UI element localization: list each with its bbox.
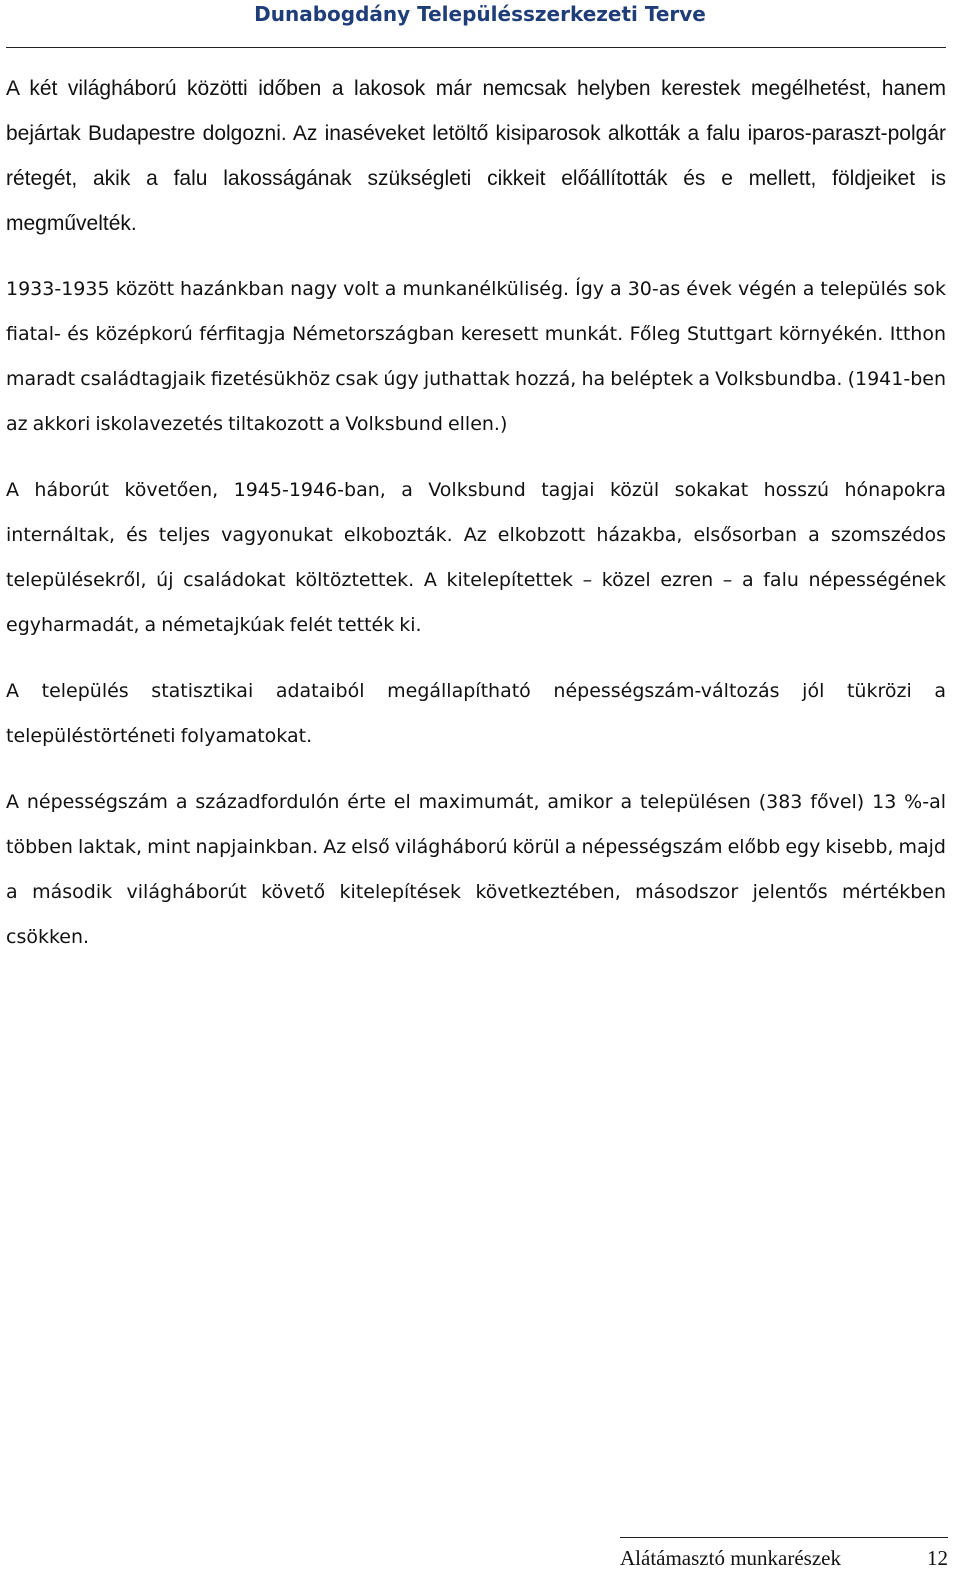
document-body — [6, 66, 946, 960]
page-header-title: Dunabogdány Településszerkezeti Terve — [254, 2, 706, 26]
paragraph-2: 1933-1935 között hazánkban nagy volt a munkanélküliség. Így a 30-as évek végén a település sok fiatal- és középkorú férfitagja Németországban keresett munkát. Főleg Stuttgart környékén. Itthon maradt családtagjaik fizetésükhöz csak úgy juthattak hozzá, ha beléptek a Volksbundba. (1941-ben az akkori iskolavezetés tiltakozott a Volksbund ellen.) — [6, 278, 946, 435]
footer-label: Alátámasztó munkarészek — [620, 1546, 841, 1570]
header-divider — [6, 47, 946, 48]
page-number: 12 — [927, 1546, 948, 1570]
footer-divider — [620, 1537, 948, 1538]
paragraph-4: A település statisztikai adataiból megállapítható népességszám-változás jól tükrözi a településtörténeti folyamatokat. — [6, 680, 946, 747]
paragraph-5: A népességszám a századfordulón érte el maximumát, amikor a településen (383 fővel) 13 %-al többen laktak, mint napjainkban. Az első világháború körül a népességszám előbb egy kisebb, majd a második világháborút követő kitelepítések következtében, másodszor jelentős mértékben csökken. — [6, 791, 946, 948]
paragraph-1: A két világháború közötti időben a lakosok már nemcsak helyben kerestek megélhetést, hanem bejártak Budapestre dolgozni. Az inaséveket letöltő kisiparosok alkották a falu iparos-paraszt-polgár rétegét, akik a falu lakosságának szükségleti cikkeit előállították és e mellett, földjeiket is megművelték. — [6, 77, 946, 235]
paragraph-3: A háborút követően, 1945-1946-ban, a Volksbund tagjai közül sokakat hosszú hónapokra internáltak, és teljes vagyonukat elkobozták. Az elkobzott házakba, elsősorban a szomszédos településekről, új családokat költöztettek. A kitelepítettek – közel ezren – a falu népességének egyharmadát, a németajkúak felét tették ki. — [6, 479, 946, 636]
page-footer — [620, 1545, 948, 1571]
